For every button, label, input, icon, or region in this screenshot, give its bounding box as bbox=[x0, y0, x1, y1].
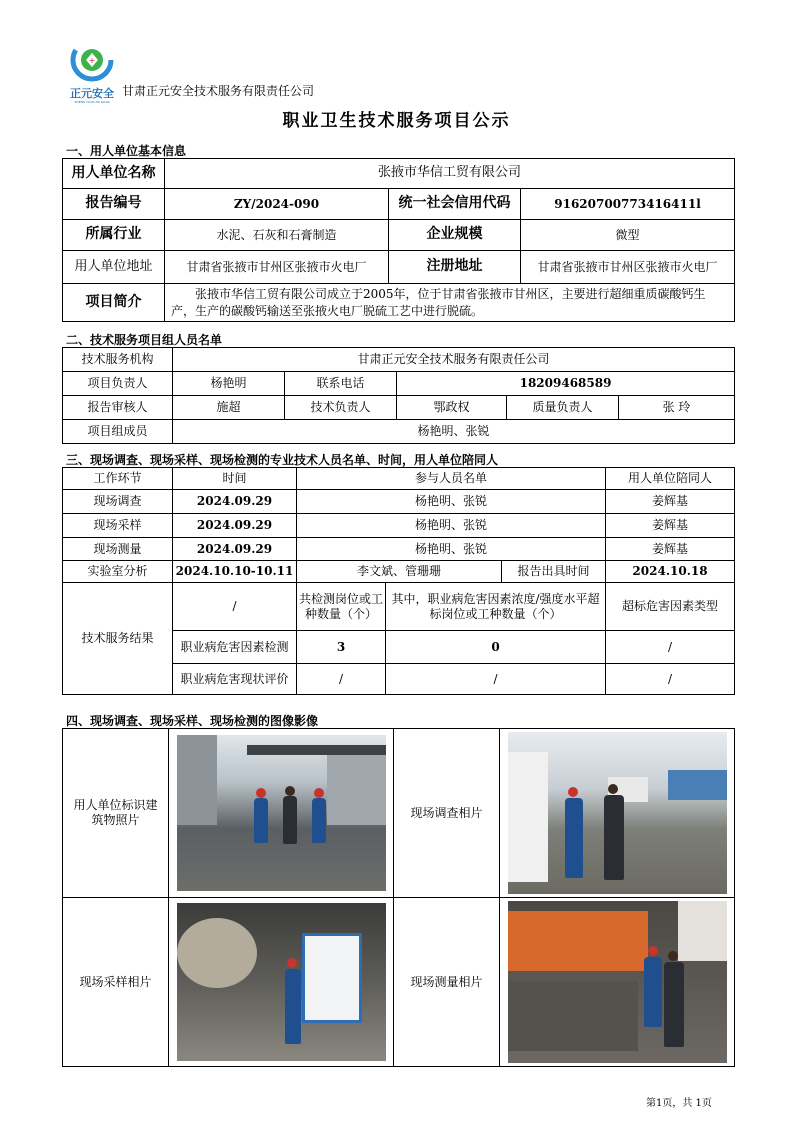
page-title: 职业卫生技术服务项目公示 bbox=[282, 111, 511, 131]
logo-icon bbox=[66, 38, 118, 84]
staff-cell: 杨艳明、张锐 bbox=[297, 514, 606, 538]
eval-type: / bbox=[606, 664, 735, 695]
basic-info-table bbox=[62, 158, 735, 322]
staff-cell: 杨艳明、张锐 bbox=[297, 490, 606, 514]
members-label: 项目组成员 bbox=[63, 420, 173, 444]
escort-cell: 姜辉基 bbox=[606, 514, 735, 538]
result-h3: 超标危害因素类型 bbox=[606, 583, 735, 631]
intro-value: 张掖市华信工贸有限公司成立于2005年，位于甘肃省张掖市甘州区，主要进行超细重质碳酸钙生产，生产的碳酸钙输送至张掖火电厂脱硫工艺中进行脱硫。 bbox=[165, 284, 735, 322]
logo-text: 正元安全 bbox=[70, 87, 114, 100]
quality-label: 质量负责人 bbox=[507, 396, 619, 420]
sampling-photo bbox=[177, 903, 386, 1061]
photo2-label: 现场调查相片 bbox=[394, 729, 500, 898]
scale-label: 企业规模 bbox=[389, 220, 521, 251]
tech-value: 鄂政权 bbox=[397, 396, 507, 420]
report-time-label: 报告出具时间 bbox=[502, 561, 606, 583]
table-row bbox=[63, 490, 735, 514]
col-staff: 参与人员名单 bbox=[297, 468, 606, 490]
col-time: 时间 bbox=[173, 468, 297, 490]
credit-code-value: 91620700773416411l bbox=[521, 189, 735, 220]
reg-address-label: 注册地址 bbox=[389, 251, 521, 284]
result-h1: 共检测岗位或工种数量（个） bbox=[297, 583, 386, 631]
stage-cell: 现场采样 bbox=[63, 514, 173, 538]
detect-over: 0 bbox=[386, 631, 606, 664]
section1-heading: 一、用人单位基本信息 bbox=[66, 144, 187, 158]
building-photo bbox=[177, 735, 386, 891]
escort-cell: 姜辉基 bbox=[606, 538, 735, 561]
leader-label: 项目负责人 bbox=[63, 372, 173, 396]
eval-count: / bbox=[297, 664, 386, 695]
time-cell: 2024.09.29 bbox=[173, 490, 297, 514]
phone-value: 18209468589 bbox=[397, 372, 735, 396]
org-label: 技术服务机构 bbox=[63, 348, 173, 372]
photo-table bbox=[62, 728, 735, 1067]
phone-label: 联系电话 bbox=[285, 372, 397, 396]
employer-label: 用人单位名称 bbox=[63, 159, 165, 189]
fieldwork-table bbox=[62, 467, 735, 695]
industry-label: 所属行业 bbox=[63, 220, 165, 251]
members-value: 杨艳明、张锐 bbox=[173, 420, 735, 444]
escort-cell: 姜辉基 bbox=[606, 490, 735, 514]
report-no-value: ZY/2024-090 bbox=[165, 189, 389, 220]
eval-over: / bbox=[386, 664, 606, 695]
photo3-label: 现场采样相片 bbox=[63, 898, 169, 1067]
scale-value: 微型 bbox=[521, 220, 735, 251]
company-logo bbox=[66, 38, 118, 104]
address-label: 用人单位地址 bbox=[63, 251, 165, 284]
stage-cell: 现场测量 bbox=[63, 538, 173, 561]
result-h2: 其中，职业病危害因素浓度/强度水平超标岗位或工种数量（个） bbox=[386, 583, 606, 631]
industry-value: 水泥、石灰和石膏制造 bbox=[165, 220, 389, 251]
page-number: 第1页，共 1页 bbox=[646, 1098, 712, 1109]
svg-text:+: + bbox=[88, 56, 96, 65]
section4-heading: 四、现场调查、现场采样、现场检测的图像影像 bbox=[66, 714, 319, 728]
section3-heading: 三、现场调查、现场采样、现场检测的专业技术人员名单、时间，用人单位陪同人 bbox=[66, 453, 499, 467]
photo4-label: 现场测量相片 bbox=[394, 898, 500, 1067]
measurement-photo bbox=[508, 901, 727, 1063]
col-stage: 工作环节 bbox=[63, 468, 173, 490]
stage-cell: 现场调查 bbox=[63, 490, 173, 514]
employer-value: 张掖市华信工贸有限公司 bbox=[165, 159, 735, 189]
credit-code-label: 统一社会信用代码 bbox=[389, 189, 521, 220]
company-name: 甘肃正元安全技术服务有限责任公司 bbox=[122, 84, 315, 98]
report-no-label: 报告编号 bbox=[63, 189, 165, 220]
intro-label: 项目简介 bbox=[63, 284, 165, 322]
staff-cell: 杨艳明、张锐 bbox=[297, 538, 606, 561]
col-escort: 用人单位陪同人 bbox=[606, 468, 735, 490]
time-cell: 2024.09.29 bbox=[173, 538, 297, 561]
table-row bbox=[63, 514, 735, 538]
detect-type: / bbox=[606, 631, 735, 664]
table-row bbox=[63, 538, 735, 561]
lab-staff: 李文斌、管珊珊 bbox=[297, 561, 502, 583]
reviewer-label: 报告审核人 bbox=[63, 396, 173, 420]
detect-label: 职业病危害因素检测 bbox=[173, 631, 297, 664]
reviewer-value: 施超 bbox=[173, 396, 285, 420]
lab-time: 2024.10.10-10.11 bbox=[173, 561, 297, 583]
address-value: 甘肃省张掖市甘州区张掖市火电厂 bbox=[165, 251, 389, 284]
result-slash: / bbox=[173, 583, 297, 631]
survey-photo bbox=[508, 732, 727, 894]
tech-label: 技术负责人 bbox=[285, 396, 397, 420]
section2-heading: 二、技术服务项目组人员名单 bbox=[66, 333, 223, 347]
reg-address-value: 甘肃省张掖市甘州区张掖市火电厂 bbox=[521, 251, 735, 284]
report-time-value: 2024.10.18 bbox=[606, 561, 735, 583]
logo-subtext: ZHENG YUAN AN QUAN bbox=[74, 100, 110, 104]
time-cell: 2024.09.29 bbox=[173, 514, 297, 538]
leader-value: 杨艳明 bbox=[173, 372, 285, 396]
lab-label: 实验室分析 bbox=[63, 561, 173, 583]
photo1-label: 用人单位标识建筑物照片 bbox=[63, 729, 169, 898]
result-label: 技术服务结果 bbox=[63, 583, 173, 695]
quality-value: 张 玲 bbox=[619, 396, 735, 420]
org-value: 甘肃正元安全技术服务有限责任公司 bbox=[173, 348, 735, 372]
detect-count: 3 bbox=[297, 631, 386, 664]
eval-label: 职业病危害现状评价 bbox=[173, 664, 297, 695]
team-table bbox=[62, 347, 735, 444]
